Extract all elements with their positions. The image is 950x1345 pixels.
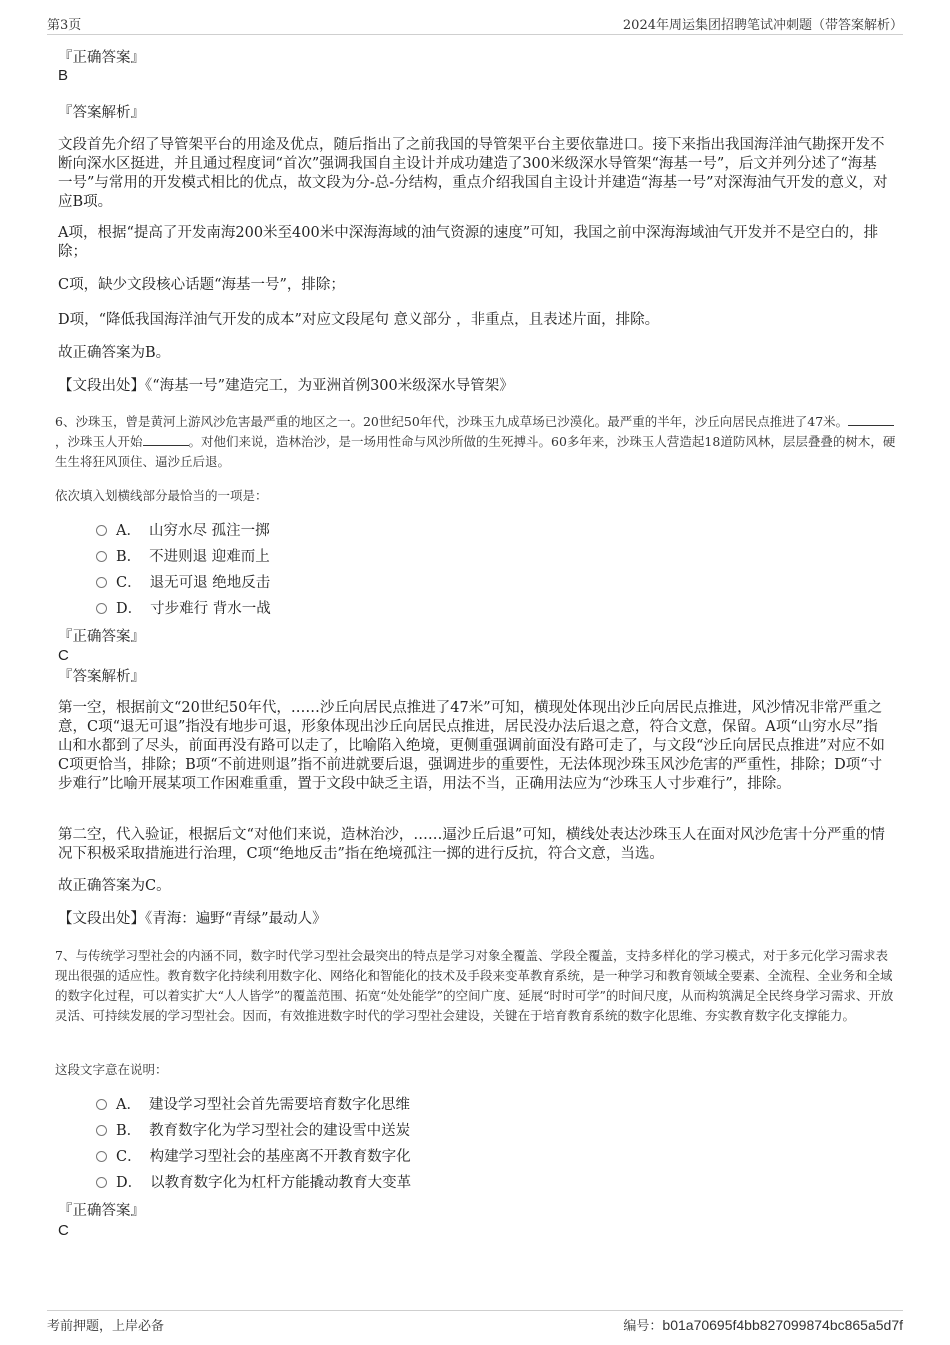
- answer-label: 『正确答案』: [58, 629, 145, 645]
- question-stem: 6、沙珠玉，曾是黄河上游风沙危害最严重的地区之一。20世纪50年代，沙珠玉九成草场已沙漠化。最严重的半年，沙丘向居民点推进了47米。，沙珠玉人开始 。对他们来说，造林治沙，是一场用性命与风沙所做的生死搏斗。60多年来，沙珠玉人营造起18道防风林，层层叠叠的树木，硬生生将狂风顶住、逼沙丘后退。: [55, 414, 896, 469]
- option-c[interactable]: C． 退无可退 绝地反击: [96, 573, 270, 593]
- fill-blank: [143, 433, 189, 446]
- answer-value: C: [58, 647, 69, 664]
- answer-label: 『正确答案』: [58, 1203, 145, 1219]
- radio-button[interactable]: [96, 525, 107, 536]
- radio-button[interactable]: [96, 551, 107, 562]
- option-b[interactable]: B． 不进则退 迎难而上: [96, 547, 270, 567]
- fill-blank: [848, 413, 894, 426]
- option-a[interactable]: A． 建设学习型社会首先需要培育数字化思维: [96, 1095, 410, 1115]
- option-a[interactable]: A． 山穷水尽 孤注一掷: [96, 521, 270, 541]
- analysis-paragraph: A项，根据“提高了开发南海200米至400米中深海海域的油气资源的速度”可知，我国之前中深海海域油气开发并不是空白的，排除；: [58, 225, 879, 260]
- option-b[interactable]: B． 教育数字化为学习型社会的建设雪中送炭: [96, 1121, 410, 1141]
- answer-value: B: [58, 67, 69, 84]
- source-citation: 【文段出处】《青海：遍野“青绿”最动人》: [58, 911, 327, 927]
- analysis-label: 『答案解析』: [58, 105, 145, 121]
- page-footer: [47, 1310, 903, 1335]
- radio-button[interactable]: [96, 1151, 107, 1162]
- question-prompt: 依次填入划横线部分最恰当的一项是：: [55, 488, 268, 503]
- page-header: [47, 12, 903, 35]
- analysis-paragraph: 故正确答案为C。: [58, 878, 171, 894]
- analysis-paragraph: 第二空，代入验证，根据后文“对他们来说，造林治沙，……逼沙丘后退”可知，横线处表达沙珠玉人在面对风沙危害十分严重的情况下积极采取措施进行治理，C项“绝地反击”指在绝境孤注一掷的进行反抗，符合文意，当选。: [58, 827, 885, 862]
- analysis-label: 『答案解析』: [58, 669, 145, 685]
- radio-button[interactable]: [96, 603, 107, 614]
- analysis-paragraph: C项，缺少文段核心话题“海基一号”，排除；: [58, 277, 345, 293]
- radio-button[interactable]: [96, 577, 107, 588]
- radio-button[interactable]: [96, 1177, 107, 1188]
- document-code: 编号：b01a70695f4bb827099874bc865a5d7f: [623, 1317, 903, 1334]
- option-c[interactable]: C． 构建学习型社会的基座离不开教育数字化: [96, 1147, 411, 1167]
- footer-note: 考前押题，上岸必备: [47, 1319, 165, 1334]
- source-citation: 【文段出处】《“海基一号”建造完工，为亚洲首例300米级深水导管架》: [58, 378, 514, 394]
- radio-button[interactable]: [96, 1125, 107, 1136]
- analysis-paragraph: 故正确答案为B。: [58, 345, 171, 361]
- option-d[interactable]: D． 以教育数字化为杠杆方能撬动教育大变革: [96, 1173, 411, 1193]
- answer-label: 『正确答案』: [58, 50, 145, 66]
- analysis-paragraph: D项，“降低我国海洋油气开发的成本”对应文段尾句 意义部分 ，非重点，且表述片面，排除。: [58, 312, 660, 328]
- page-number: 第3页: [47, 18, 82, 33]
- document-title: 2024年周运集团招聘笔试冲刺题（带答案解析）: [622, 18, 903, 33]
- answer-value: C: [58, 1222, 69, 1239]
- question-prompt: 这段文字意在说明：: [55, 1062, 168, 1077]
- analysis-paragraph: 第一空，根据前文“20世纪50年代，……沙丘向居民点推进了47米”可知，横现处体现出沙丘向居民点推进，风沙情况非常严重之意，C项“退无可退”指没有地步可退，形象体现出沙丘向居民点推进，居民没办法后退之意，符合文意，保留。A项“山穷水尽”指山和水都到了尽头，前面再没有路可以走了，比喻陷入绝境，更侧重强调前面没有路可走了，与文段“沙丘向居民点推进”对应不如C项更恰当，排除；B项“不前进则退”指不前进就要后退，强调进步的重要性，无法体现沙珠玉风沙危害的严重性，排除；D项“寸步难行”比喻开展某项工作困难重重，置于文段中缺乏主语，用法不当，正确用法应为“沙珠玉人寸步难行”，排除。: [58, 700, 885, 792]
- analysis-paragraph: 文段首先介绍了导管架平台的用途及优点，随后指出了之前我国的导管架平台主要依靠进口。接下来指出我国海洋油气勘探开发不断向深水区挺进，并且通过程度词“首次”强调我国自主设计并成功建造了300米级深水导管架“海基一号”，后文并列分述了“海基一号”与常用的开发模式相比的优点，故文段为分-总-分结构，重点介绍我国自主设计并建造“海基一号”对深海油气开发的意义，对应B项。: [58, 137, 888, 210]
- radio-button[interactable]: [96, 1099, 107, 1110]
- question-stem: 7、与传统学习型社会的内涵不同，数字时代学习型社会最突出的特点是学习对象全覆盖、学段全覆盖，支持多样化的学习模式，对于多元化学习需求表现出很强的适应性。教育数字化持续利用数字化、网络化和智能化的技术及手段来变革教育系统，是一种学习和教育领域全要素、全流程、全业务和全域的数字化过程，可以着实扩大“人人皆学”的覆盖范围、拓宽“处处能学”的空间广度、延展“时时可学”的时间尺度，从而构筑满足全民终身学习需求、开放灵活、可持续发展的学习型社会。因而，有效推进数字时代的学习型社会建设，关键在于培育教育系统的数字化思维、夯实教育数字化支撑能力。: [55, 948, 894, 1023]
- option-d[interactable]: D． 寸步难行 背水一战: [96, 599, 271, 619]
